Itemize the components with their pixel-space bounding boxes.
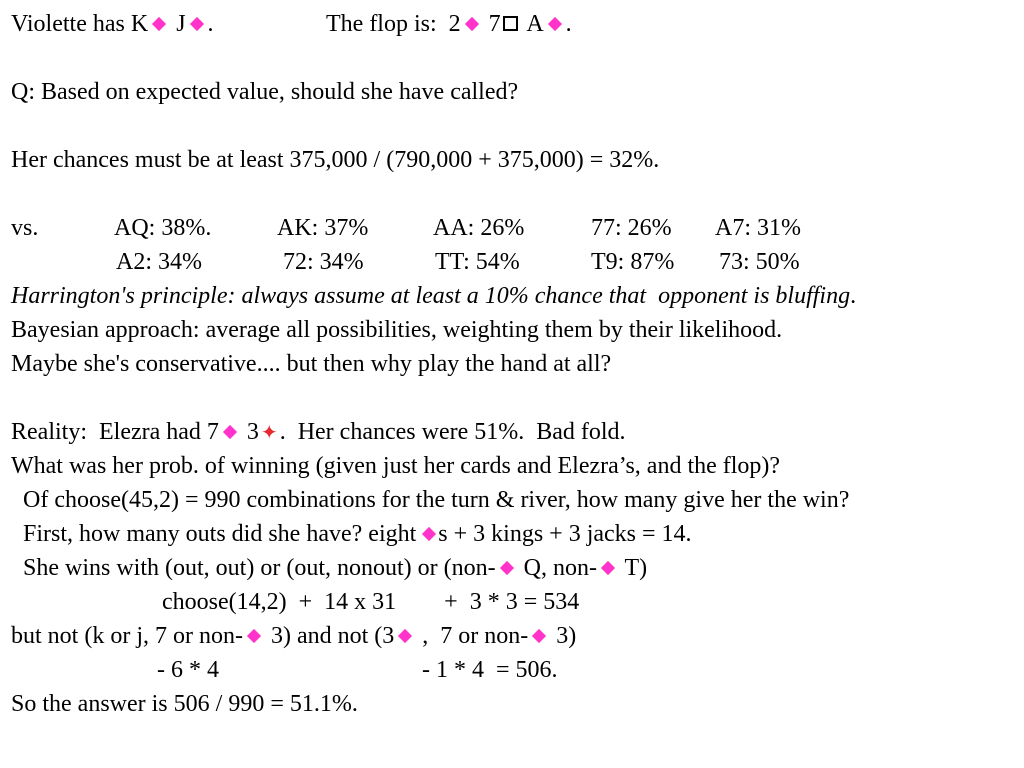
flop-prefix: The flop is: 2 xyxy=(326,11,461,37)
wins-p1: She wins with (out, out) or (out, nonout) or (non- xyxy=(11,555,496,581)
wins-p2: Q, non- xyxy=(517,555,597,581)
reality-mid: 3 xyxy=(240,419,259,445)
diamond-suit-icon xyxy=(152,17,166,31)
reality-prefix: Reality: Elezra had 7 xyxy=(11,419,219,445)
diamond-suit-icon xyxy=(601,561,615,575)
butnot-p3: , 7 or non- xyxy=(416,623,529,649)
calc-line-2b: - 1 * 4 = 506. xyxy=(422,657,558,683)
diamond-suit-icon xyxy=(223,425,237,439)
empty-square-icon xyxy=(503,16,518,31)
diamond-suit-icon xyxy=(398,629,412,643)
flop-suffix: . xyxy=(565,11,572,37)
calc-line-2a: - 6 * 4 xyxy=(157,657,219,683)
question-line: Q: Based on expected value, should she have called? xyxy=(11,79,519,105)
reality-line xyxy=(11,418,626,446)
outs-line xyxy=(11,520,692,548)
odds-cell: AK: 37% xyxy=(277,215,369,241)
reality-suffix: . Her chances were 51%. Bad fold. xyxy=(279,419,626,445)
butnot-line xyxy=(11,622,576,650)
vs-label: vs. xyxy=(11,215,39,241)
hand-mid: J xyxy=(170,11,186,37)
four-point-star-icon: ✦ xyxy=(260,420,278,444)
pot-odds-line: Her chances must be at least 375,000 / (790,000 + 375,000) = 32%. xyxy=(11,147,660,173)
wins-p3: T) xyxy=(618,555,648,581)
conservative-line: Maybe she's conservative.... but then why play the hand at all? xyxy=(11,351,612,377)
odds-cell: 72: 34% xyxy=(283,249,364,275)
diamond-suit-icon xyxy=(548,17,562,31)
odds-cell: A7: 31% xyxy=(715,215,801,241)
diamond-suit-icon xyxy=(189,17,203,31)
prob-question-line: What was her prob. of winning (given just her cards and Elezra’s, and the flop)? xyxy=(11,453,781,479)
outs-prefix: First, how many outs did she have? eight xyxy=(11,521,423,547)
flop-line xyxy=(326,10,572,38)
odds-cell: 73: 50% xyxy=(719,249,800,275)
calc-line-1: choose(14,2) + 14 x 31 + 3 * 3 = 534 xyxy=(162,589,580,615)
odds-cell: AA: 26% xyxy=(433,215,525,241)
harrington-line xyxy=(11,282,856,310)
odds-cell: T9: 87% xyxy=(591,249,675,275)
answer-line: So the answer is 506 / 990 = 51.1%. xyxy=(11,691,358,717)
odds-cell: 77: 26% xyxy=(591,215,672,241)
flop-mid1: 7 xyxy=(482,11,501,37)
odds-cell: A2: 34% xyxy=(116,249,202,275)
hand-prefix: Violette has K xyxy=(11,11,149,37)
butnot-p2: 3) and not (3 xyxy=(264,623,395,649)
odds-cell: TT: 54% xyxy=(435,249,520,275)
odds-cell: AQ: 38%. xyxy=(114,215,212,241)
harrington-text: Harrington's principle: always assume at least a 10% chance that opponent is bluffing xyxy=(11,283,851,309)
butnot-p4: 3) xyxy=(550,623,577,649)
hand-line xyxy=(11,10,214,38)
diamond-suit-icon xyxy=(247,629,261,643)
diamond-suit-icon xyxy=(422,527,436,541)
bayesian-line: Bayesian approach: average all possibilities, weighting them by their likelihood. xyxy=(11,317,783,343)
outs-suffix: s + 3 kings + 3 jacks = 14. xyxy=(438,521,692,547)
butnot-p1: but not (k or j, 7 or non- xyxy=(11,623,243,649)
choose-line: Of choose(45,2) = 990 combinations for the turn & river, how many give her the win? xyxy=(11,487,850,513)
flop-mid2: A xyxy=(521,11,544,37)
harrington-end: . xyxy=(850,283,857,309)
hand-suffix: . xyxy=(207,11,214,37)
diamond-suit-icon xyxy=(532,629,546,643)
diamond-suit-icon xyxy=(500,561,514,575)
diamond-suit-icon xyxy=(465,17,479,31)
wins-line xyxy=(11,554,647,582)
